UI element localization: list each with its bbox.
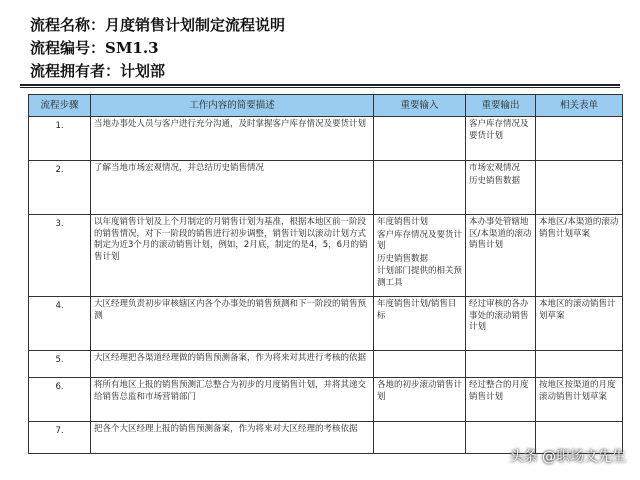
- description-cell: 大区经理负责初步审核辖区内各个办事处的销售预测和下一阶段的销售预测: [91, 297, 374, 351]
- table-row: [29, 351, 623, 378]
- table-row: [29, 215, 623, 297]
- output-item: 经过审核的各办事处的滚动销售计划: [469, 299, 529, 332]
- description-cell: 将所有地区上报的销售预测汇总整合为初步的月度销售计划，并将其递交给销售总监和市场营销部门: [91, 378, 374, 422]
- output-cell: [466, 215, 536, 297]
- table-header-row: [29, 95, 623, 117]
- output-cell: [466, 378, 536, 422]
- col-header-output: 重要输出: [466, 95, 536, 117]
- form-cell: 本地区/本渠道的滚动销售计划草案: [536, 215, 623, 297]
- process-number: 流程编号：SM1.3: [30, 39, 159, 57]
- output-cell: [466, 351, 536, 378]
- watermark: 头条 @职场文先生: [509, 449, 626, 465]
- output-item: 历史销售数据: [469, 175, 521, 186]
- input-cell: [374, 117, 466, 161]
- step-number-cell: 5.: [29, 351, 91, 378]
- step-number-cell: 3.: [29, 215, 91, 297]
- output-item: 经过整合的月度销售计划: [469, 380, 529, 402]
- output-item: 市场宏观情况: [469, 163, 521, 173]
- process-name: 流程名称：月度销售计划制定流程说明: [30, 16, 286, 34]
- input-item: 客户库存情况及要货计划: [377, 229, 463, 251]
- input-cell: [374, 161, 466, 215]
- process-table: [28, 94, 623, 454]
- description-cell: 以年度销售计划及上个月制定的月销售计划为基准，根据本地区前一阶段的销售情况，对下一阶段的销售进行初步调整，销售计划以滚动计划方式制定为近3个月的滚动销售计划，例如，2月底，制定的是4，5，6月的销售计划: [91, 215, 374, 297]
- step-number-cell: 2.: [29, 161, 91, 215]
- form-cell: 本地区的滚动销售计划草案: [536, 297, 623, 351]
- input-item: 各地的初步滚动销售计划: [377, 380, 463, 402]
- col-header-form: 相关表单: [536, 95, 623, 117]
- table-row: [29, 297, 623, 351]
- form-cell: [536, 161, 623, 215]
- table-row: [29, 161, 623, 215]
- step-number-cell: 1.: [29, 117, 91, 161]
- table-row: [29, 378, 623, 422]
- process-owner: 流程拥有者：计划部: [30, 62, 166, 80]
- step-number-cell: 7.: [29, 422, 91, 454]
- input-item: 年度销售计划/销售目标: [377, 299, 457, 321]
- output-cell: [466, 161, 536, 215]
- input-cell: [374, 378, 466, 422]
- input-cell: [374, 351, 466, 378]
- input-item: 年度销售计划: [377, 217, 429, 227]
- description-cell: 大区经理把各渠道经理做的销售预测备案，作为将来对其进行考核的依据: [91, 351, 374, 378]
- table-row: [29, 117, 623, 161]
- output-cell: [466, 117, 536, 161]
- header-divider-thin: [20, 87, 620, 88]
- input-cell: [374, 215, 466, 297]
- col-header-description: 工作内容的简要描述: [91, 95, 374, 117]
- input-item: 计划部门提供的相关预测工具: [377, 266, 463, 288]
- description-cell: 当地办事处人员与客户进行充分沟通，及时掌握客户库存情况及要货计划: [91, 117, 374, 161]
- output-cell: [466, 297, 536, 351]
- header-divider-thick: [20, 84, 620, 86]
- document-header: [30, 14, 285, 83]
- output-item: 本办事处管辖地区/本渠道的滚动销售计划: [469, 217, 532, 250]
- form-cell: [536, 117, 623, 161]
- description-cell: 了解当地市场宏观情况，并总结历史销售情况: [91, 161, 374, 215]
- input-item: 历史销售数据: [377, 253, 429, 264]
- output-item: 客户库存情况及要货计划: [469, 119, 529, 141]
- form-cell: 按地区按渠道的月度滚动销售计划草案: [536, 378, 623, 422]
- input-cell: [374, 297, 466, 351]
- description-cell: 把各个大区经理上报的销售预测备案，作为将来对大区经理的考核依据: [91, 422, 374, 454]
- step-number-cell: 6.: [29, 378, 91, 422]
- col-header-input: 重要输入: [374, 95, 466, 117]
- step-number-cell: 4.: [29, 297, 91, 351]
- form-cell: [536, 351, 623, 378]
- col-header-step: 流程步骤: [29, 95, 91, 117]
- input-cell: [374, 422, 466, 454]
